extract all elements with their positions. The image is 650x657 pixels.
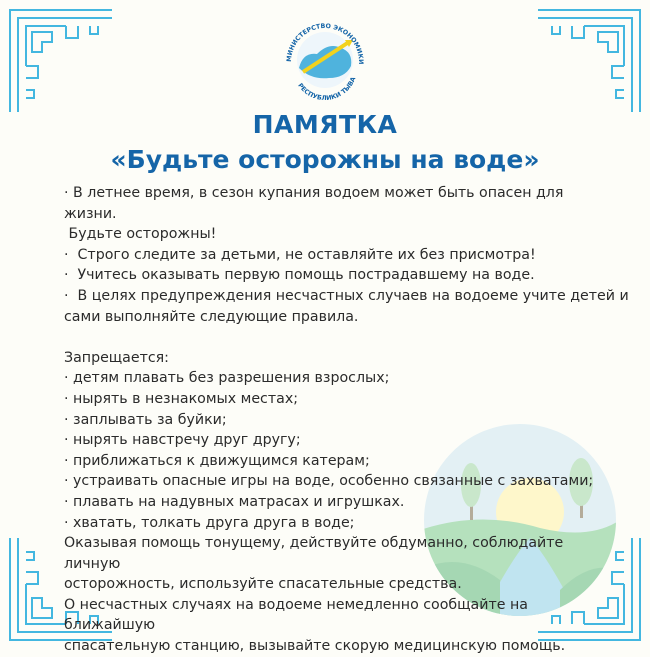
list-item: · заплывать за буйки; — [64, 411, 227, 428]
list-item: · плавать на надувных матрасах и игрушках. — [64, 493, 405, 510]
closing-line: осторожность, используйте спасательные средства. — [64, 576, 462, 593]
ministry-logo-icon — [279, 12, 371, 104]
intro-line: · В целях предупреждения несчастных случаев на водоеме учите детей и — [64, 287, 629, 304]
ornament-corner-icon — [534, 6, 644, 116]
list-item: · хватать, толкать друга друга в воде; — [64, 514, 355, 531]
logo-arc-top: МИНИСТЕРСТВО ЭКОНОМИКИ — [285, 22, 365, 65]
intro-line: · В летнее время, в сезон купания водоем может быть опасен для жизни. — [64, 185, 564, 222]
list-item: · приближаться к движущимся катерам; — [64, 452, 370, 469]
spacer — [64, 327, 604, 348]
list-item: · нырять в незнакомых местах; — [64, 390, 298, 407]
closing-line: Оказывая помощь тонущему, действуйте обдуманно, соблюдайте личную — [64, 535, 564, 572]
intro-line: сами выполняйте следующие правила. — [64, 308, 359, 325]
list-item: · устраивать опасные игры на воде, особенно связанные с захватами; — [64, 473, 594, 490]
page-title: ПАМЯТКА — [252, 110, 398, 139]
logo-arc-bottom: РЕСПУБЛИКИ ТЫВА — [296, 76, 358, 103]
intro-line: · Учитесь оказывать первую помощь пострадавшему на воде. — [64, 267, 535, 284]
intro-line: Будьте осторожны! — [64, 226, 217, 243]
page-subtitle: «Будьте осторожны на воде» — [110, 145, 540, 174]
list-item: · нырять навстречу друг другу; — [64, 432, 301, 449]
intro-line: · Строго следите за детьми, не оставляйте их без присмотра! — [64, 246, 536, 263]
forbidden-label: Запрещается: — [64, 349, 169, 366]
ornament-corner-icon — [6, 6, 116, 116]
closing-line: О несчастных случаях на водоеме немедленно сообщайте на ближайшую — [64, 596, 528, 634]
closing-line: спасательную станцию, вызывайте скорую медицинскую помощь. — [64, 638, 566, 655]
list-item: · детям плавать без разрешения взрослых; — [64, 370, 390, 387]
memo-body — [64, 183, 629, 657]
